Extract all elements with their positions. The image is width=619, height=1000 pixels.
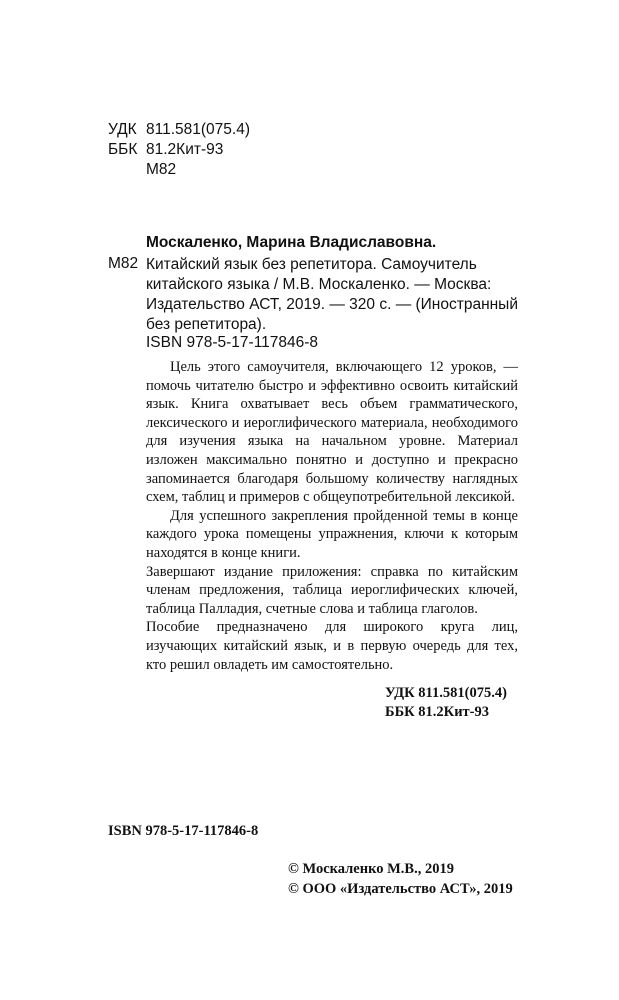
udk-bottom: УДК 811.581(075.4): [385, 685, 507, 701]
bbk-row: [108, 140, 250, 160]
author-mark: М82: [146, 161, 177, 178]
isbn-bottom: ISBN 978-5-17-117846-8: [108, 823, 259, 839]
abstract-paragraph: Завершают издание приложения: справка по китайским членам предложения, таблица иероглифических ключей, таблица Палладия, счетные слова и таблица глаголов.: [146, 563, 518, 617]
classification-bottom: [385, 684, 507, 722]
abstract-paragraph: Для успешного закрепления пройденной темы в конце каждого урока помещены упражнения, ключи к которым находятся в конце книги.: [146, 507, 518, 561]
copyright-line: © Москаленко М.В., 2019: [288, 861, 454, 877]
isbn-line: ISBN 978-5-17-117846-8: [146, 334, 319, 351]
classification-block: [108, 120, 250, 180]
bib-author-mark: М82: [108, 255, 139, 272]
author-heading: Москаленко, Марина Владиславовна.: [146, 234, 437, 251]
copyright-line: © ООО «Издательство АСТ», 2019: [288, 881, 513, 897]
copyright-block: [288, 859, 513, 899]
author-mark-row: [108, 160, 250, 180]
abstract: [146, 358, 518, 674]
bbk-bottom: ББК 81.2Кит-93: [385, 704, 490, 720]
bbk-label: ББК: [108, 141, 138, 158]
udk-row: [108, 120, 250, 140]
bibliographic-entry: Китайский язык без репетитора. Самоучитель китайского языка / М.В. Москаленко. — Москва: Издательство АСТ, 2019. — 320 с. — (Иностранный без репетитора).: [146, 256, 518, 333]
bbk-value: 81.2Кит-93: [146, 141, 224, 158]
udk-value: 811.581(075.4): [146, 121, 250, 138]
abstract-paragraph: Цель этого самоучителя, включающего 12 уроков, — помочь читателю быстро и эффективно освоить китайский язык. Книга охватывает весь объем грамматического, лексического и иероглифического материала, необходимого для изучения языка на начальном уровне. Материал изложен максимально понятно и доступно и прекрасно запоминается благодаря большому количеству наглядных схем, таблиц и примеров с общеупотребительной лексикой.: [146, 359, 518, 506]
abstract-paragraph: Пособие предназначено для широкого круга лиц, изучающих китайский язык, и в первую очередь для тех, кто решил овладеть им самостоятельно.: [146, 619, 518, 673]
udk-label: УДК: [108, 121, 137, 138]
